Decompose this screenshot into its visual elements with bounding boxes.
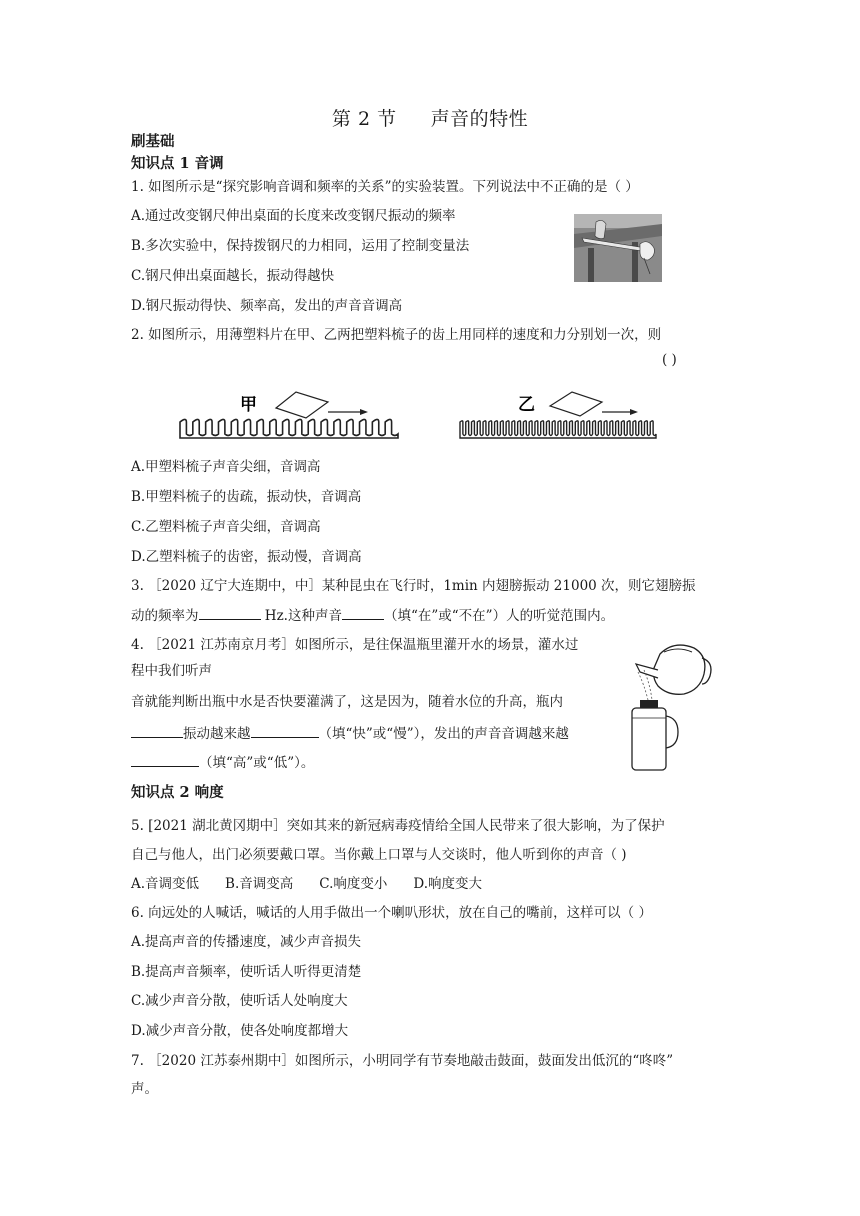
q5-line-2: 自己与他人，出门必须要戴口罩。当你戴上口罩与人交谈时，他人听到你的声音（ ) [131,847,627,863]
q7-line-2: 声。 [131,1081,158,1097]
q4-line-1: 4. ［2021 江苏南京月考］如图所示，是往保温瓶里灌开水的场景，灌水过 [131,637,579,653]
q1-option-b: B.多次实验中，保持拨钢尺的力相同，运用了控制变量法 [131,238,470,254]
q2-option-b: B.甲塑料梳子的齿疏，振动快，音调高 [131,489,362,505]
q4-blank-speed [251,723,319,738]
q3-blank-frequency [199,605,261,620]
section-number: 第 2 节 [331,108,397,130]
q3-line-2 [131,605,614,626]
comb-b [460,421,656,438]
q5-option-a: A.音调变低 [131,876,200,892]
q5-line-1: 5. [2021 湖北黄冈期中］突如其来的新冠病毒疫情给全国人民带来了很大影响，为了保护 [131,818,665,834]
q6-option-d: D.减少声音分散，使各处响度都增大 [131,1023,349,1039]
q6-option-c: C.减少声音分散，使听话人处响度大 [131,993,348,1009]
q2-option-d: D.乙塑料梳子的齿密，振动慢，音调高 [131,549,362,565]
q3-text-c: （填“在”或“不在”）人的听觉范围内。 [383,608,615,624]
q3-blank-range [342,605,384,620]
q4-line-3: 音就能判断出瓶中水是否快要灌满了，这是因为，随着水位的升高，瓶内 [131,694,563,710]
q6-option-b: B.提高声音频率，使听话人听得更清楚 [131,964,362,980]
q3-text-b: Hz.这种声音 [260,608,342,624]
q6-stem: 6. 向远处的人喊话，喊话的人用手做出一个喇叭形状，放在自己的嘴前，这样可以（ ） [131,905,652,921]
q5-options [131,874,508,894]
q7-line-1: 7. ［2020 江苏泰州期中］如图所示，小明同学有节奏地敲击鼓面，鼓面发出低沉的“咚咚” [131,1053,674,1069]
combs-figure [178,390,658,442]
q1-option-a: A.通过改变钢尺伸出桌面的长度来改变钢尺振动的频率 [131,208,456,224]
q5-option-b: B.音调变高 [225,876,294,892]
thermos-kettle-figure [624,640,716,776]
section-name: 声音的特性 [430,108,529,130]
q5-option-d: D.响度变大 [413,876,483,892]
q2-stem: 2. 如图所示，用薄塑料片在甲、乙两把塑料梳子的齿上用同样的速度和力分别划一次，则 [131,327,662,343]
q6-option-a: A.提高声音的传播速度，减少声音损失 [131,934,362,950]
q1-stem: 1. 如图所示是“探究影响音调和频率的关系”的实验装置。下列说法中不正确的是（ ） [131,179,639,195]
q4-text-a: 振动越来越 [183,726,251,742]
q5-option-c: C.响度变小 [319,876,388,892]
q4-text-c: （填“高”或“低”）。 [199,755,315,771]
basic-label: 刷基础 [131,133,175,150]
q4-line-2: 程中我们听声 [131,663,212,679]
q1-option-d: D.钢尺振动得快、频率高，发出的声音音调高 [131,298,403,314]
q2-answer-paren: ( ) [662,352,677,368]
q4-line-4 [131,723,569,744]
q1-option-c: C.钢尺伸出桌面越长，振动得越快 [131,268,335,284]
q4-blank-object [131,723,183,738]
ruler-table-figure [574,214,662,282]
page-title [0,104,860,131]
q3-line-1: 3. ［2020 辽宁大连期中，中］某种昆虫在飞行时，1min 内翅膀振动 21000 次，则它翅膀振 [131,578,696,594]
q3-text-a: 动的频率为 [131,608,199,624]
q2-option-c: C.乙塑料梳子声音尖细，音调高 [131,519,321,535]
q4-line-5 [131,752,314,773]
q4-text-b: （填“快”或“慢”），发出的声音音调越来越 [318,726,569,742]
comb-b-label: 乙 [518,395,535,415]
comb-a-label: 甲 [240,395,257,415]
comb-a [180,419,398,438]
knowledge-point-2: 知识点 2 响度 [131,784,224,801]
q2-option-a: A.甲塑料梳子声音尖细，音调高 [131,459,321,475]
q4-blank-pitch [131,752,199,767]
knowledge-point-1: 知识点 1 音调 [131,155,224,172]
